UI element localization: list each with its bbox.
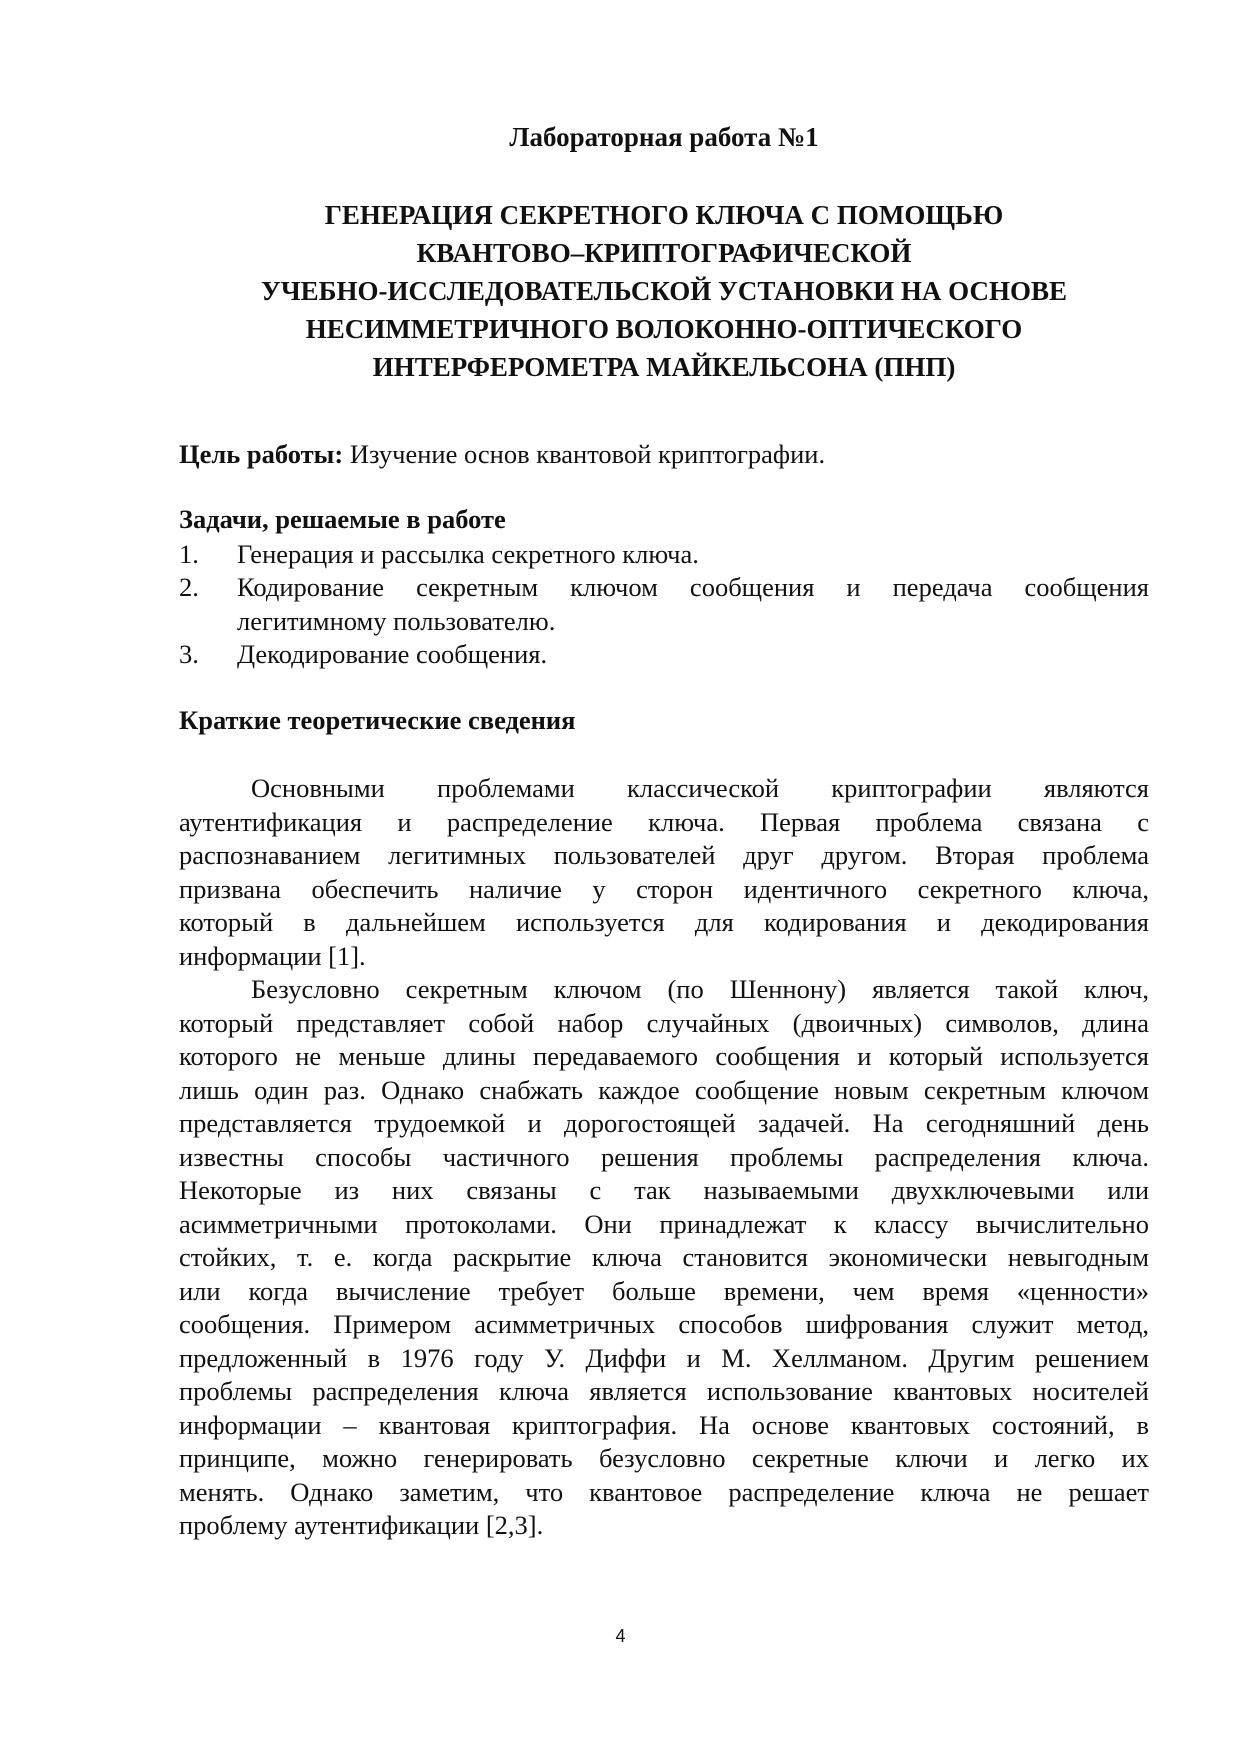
paragraph-line: принципе, можно генерировать безусловно секретные ключи и легко их — [179, 1443, 1149, 1473]
paragraph-line: лишь один раз. Однако снабжать каждое сообщение новым секретным ключом — [179, 1074, 1149, 1105]
paragraph-line: асимметричными протоколами. Они принадлежат к классу вычислительно — [179, 1208, 1149, 1239]
main-title-line: ГЕНЕРАЦИЯ СЕКРЕТНОГО КЛЮЧА С ПОМОЩЬЮ — [324, 200, 1004, 230]
paragraph-line: распознаванием легитимных пользователей друг другом. Вторая проблема — [179, 840, 1149, 870]
paragraph-line: проблему аутентификации [2,3]. — [179, 1510, 544, 1540]
paragraph-line: который представляет собой набор случайных (двоичных) символов, длина — [179, 1007, 1149, 1038]
paragraph — [179, 772, 1149, 973]
task-number: 3. — [179, 639, 199, 669]
lab-title: Лабораторная работа №1 — [509, 122, 819, 152]
task-text: Декодирование сообщения. — [237, 639, 548, 669]
paragraph-line: который в дальнейшем используется для кодирования и декодирования — [179, 907, 1149, 937]
theory-heading: Краткие теоретические сведения — [179, 705, 576, 735]
task-text: легитимному пользователю. — [237, 605, 556, 636]
paragraph-line: известны способы частичного решения проблемы распределения ключа. — [179, 1141, 1149, 1172]
theory-body — [179, 772, 1149, 1543]
tasks-heading: Задачи, решаемые в работе — [179, 504, 506, 534]
main-title-line: ИНТЕРФЕРОМЕТРА МАЙКЕЛЬСОНА (ПНП) — [372, 352, 956, 382]
paragraph-line: аутентификация и распределение ключа. Первая проблема связана с — [179, 806, 1149, 837]
paragraph-line: представляется трудоемкой и дорогостоящей задачей. На сегодняшний день — [179, 1108, 1149, 1138]
task-item — [179, 638, 1149, 672]
paragraph-line: Безусловно секретным ключом (по Шеннону) является такой ключ, — [251, 974, 1149, 1004]
task-text: Кодирование секретным ключом сообщения и передача сообщения — [237, 572, 1149, 602]
paragraph-line: которого не меньше длины передаваемого сообщения и который используется — [179, 1041, 1149, 1071]
paragraph-line: сообщения. Примером асимметричных способов шифрования служит метод, — [179, 1309, 1149, 1339]
task-item — [179, 538, 1149, 572]
page-number: 4 — [615, 1626, 626, 1646]
task-item — [179, 571, 1149, 639]
main-title-line: НЕСИММЕТРИЧНОГО ВОЛОКОННО-ОПТИЧЕСКОГО — [305, 314, 1023, 344]
main-title-line: УЧЕБНО-ИССЛЕДОВАТЕЛЬСКОЙ УСТАНОВКИ НА ОСНОВЕ — [261, 276, 1067, 306]
paragraph-line: предложенный в 1976 году У. Диффи и М. Хеллманом. Другим решением — [179, 1342, 1149, 1373]
goal-line — [179, 439, 825, 470]
goal-text: Изучение основ квантовой криптографии. — [343, 439, 826, 469]
paragraph-line: или когда вычисление требует больше времени, чем время «ценности» — [179, 1275, 1149, 1306]
paragraph-line: информации [1]. — [179, 940, 366, 971]
paragraph — [179, 973, 1149, 1543]
paragraph-line: Основными проблемами классической криптографии являются — [251, 773, 1149, 803]
task-number: 2. — [179, 572, 199, 602]
paragraph-line: стойких, т. е. когда раскрытие ключа становится экономически невыгодным — [179, 1242, 1149, 1272]
paragraph-line: Некоторые из них связаны с так называемыми двухключевыми или — [179, 1175, 1149, 1205]
paragraph-line: призвана обеспечить наличие у сторон идентичного секретного ключа, — [179, 873, 1149, 904]
main-title-line: КВАНТОВО–КРИПТОГРАФИЧЕСКОЙ — [416, 238, 912, 268]
paragraph-line: проблемы распределения ключа является использование квантовых носителей — [179, 1376, 1149, 1406]
paragraph-line: информации – квантовая криптография. На основе квантовых состояний, в — [179, 1409, 1149, 1440]
goal-label: Цель работы: — [179, 439, 344, 469]
task-text: Генерация и рассылка секретного ключа. — [237, 539, 699, 569]
main-title — [179, 196, 1149, 386]
paragraph-line: менять. Однако заметим, что квантовое распределение ключа не решает — [179, 1476, 1149, 1507]
task-number: 1. — [179, 539, 199, 569]
